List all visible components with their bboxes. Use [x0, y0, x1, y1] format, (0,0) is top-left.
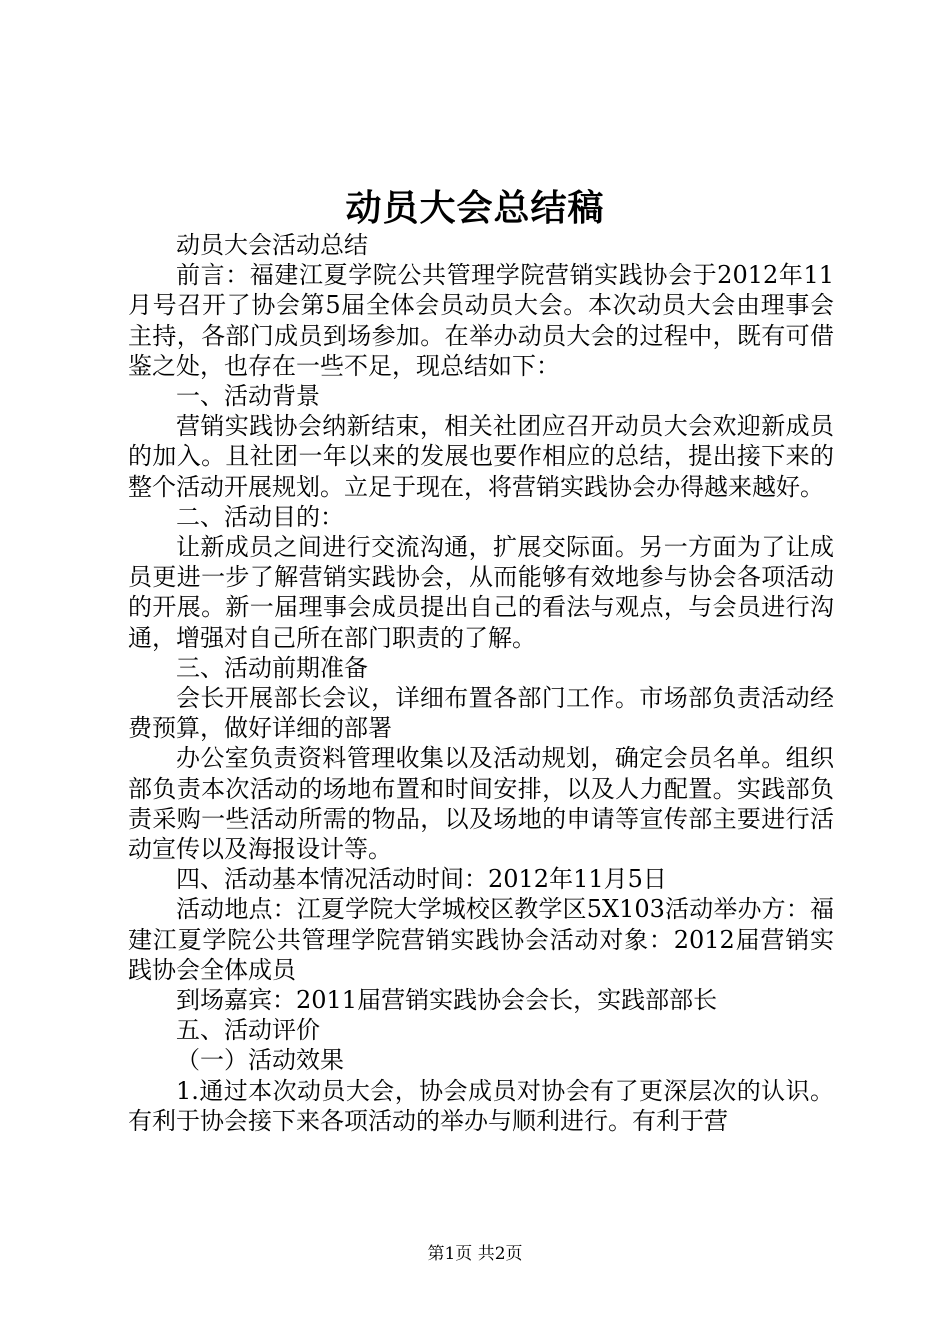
paragraph-effect-1: 1.通过本次动员大会，协会成员对协会有了更深层次的认识。有利于协会接下来各项活动的举办与顺利进行。有利于营: [128, 1076, 834, 1135]
paragraph-preparation-1: 会长开展部长会议，详细布置各部门工作。市场部负责活动经费预算，做好详细的部署: [128, 684, 834, 743]
heading-background: 一、活动背景: [176, 382, 320, 411]
paragraph-purpose: 让新成员之间进行交流沟通，扩展交际面。另一方面为了让成员更进一步了解营销实践协会，从而能够有效地参与协会各项活动的开展。新一届理事会成员提出自己的看法与观点，与会员进行沟通，增强对自己所在部门职责的了解。: [128, 533, 834, 652]
heading-preparation: 三、活动前期准备: [176, 653, 368, 682]
heading-evaluation: 五、活动评价: [176, 1016, 320, 1045]
paragraph-preface: 前言：福建江夏学院公共管理学院营销实践协会于2012年11月号召开了协会第5届全体会员动员大会。本次动员大会由理事会主持，各部门成员到场参加。在举办动员大会的过程中，既有可借鉴之处，也存在一些不足，现总结如下：: [128, 261, 834, 380]
paragraph-guests: 到场嘉宾：2011届营销实践协会会长，实践部部长: [176, 986, 718, 1015]
page-number-footer: 第1页 共2页: [427, 1244, 523, 1264]
heading-effect: （一）活动效果: [176, 1046, 344, 1075]
paragraph-preparation-2: 办公室负责资料管理收集以及活动规划，确定会员名单。组织部负责本次活动的场地布置和时间安排，以及人力配置。实践部负责采购一些活动所需的物品，以及场地的申请等宣传部主要进行活动宣传以及海报设计等。: [128, 744, 834, 864]
document-title: 动员大会总结稿: [345, 187, 605, 229]
heading-basic-info: 四、活动基本情况活动时间：2012年11月5日: [176, 865, 667, 894]
paragraph-subtitle: 动员大会活动总结: [176, 231, 368, 259]
heading-purpose: 二、活动目的：: [176, 502, 344, 531]
paragraph-background: 营销实践协会纳新结束，相关社团应召开动员大会欢迎新成员的加入。且社团一年以来的发展也要作相应的总结，提出接下来的整个活动开展规划。立足于现在，将营销实践协会办得越来越好。: [128, 412, 834, 501]
paragraph-location: 活动地点：江夏学院大学城校区教学区5X103活动举办方：福建江夏学院公共管理学院营销实践协会活动对象：2012届营销实践协会全体成员: [128, 895, 834, 984]
document-body: [128, 230, 834, 1136]
